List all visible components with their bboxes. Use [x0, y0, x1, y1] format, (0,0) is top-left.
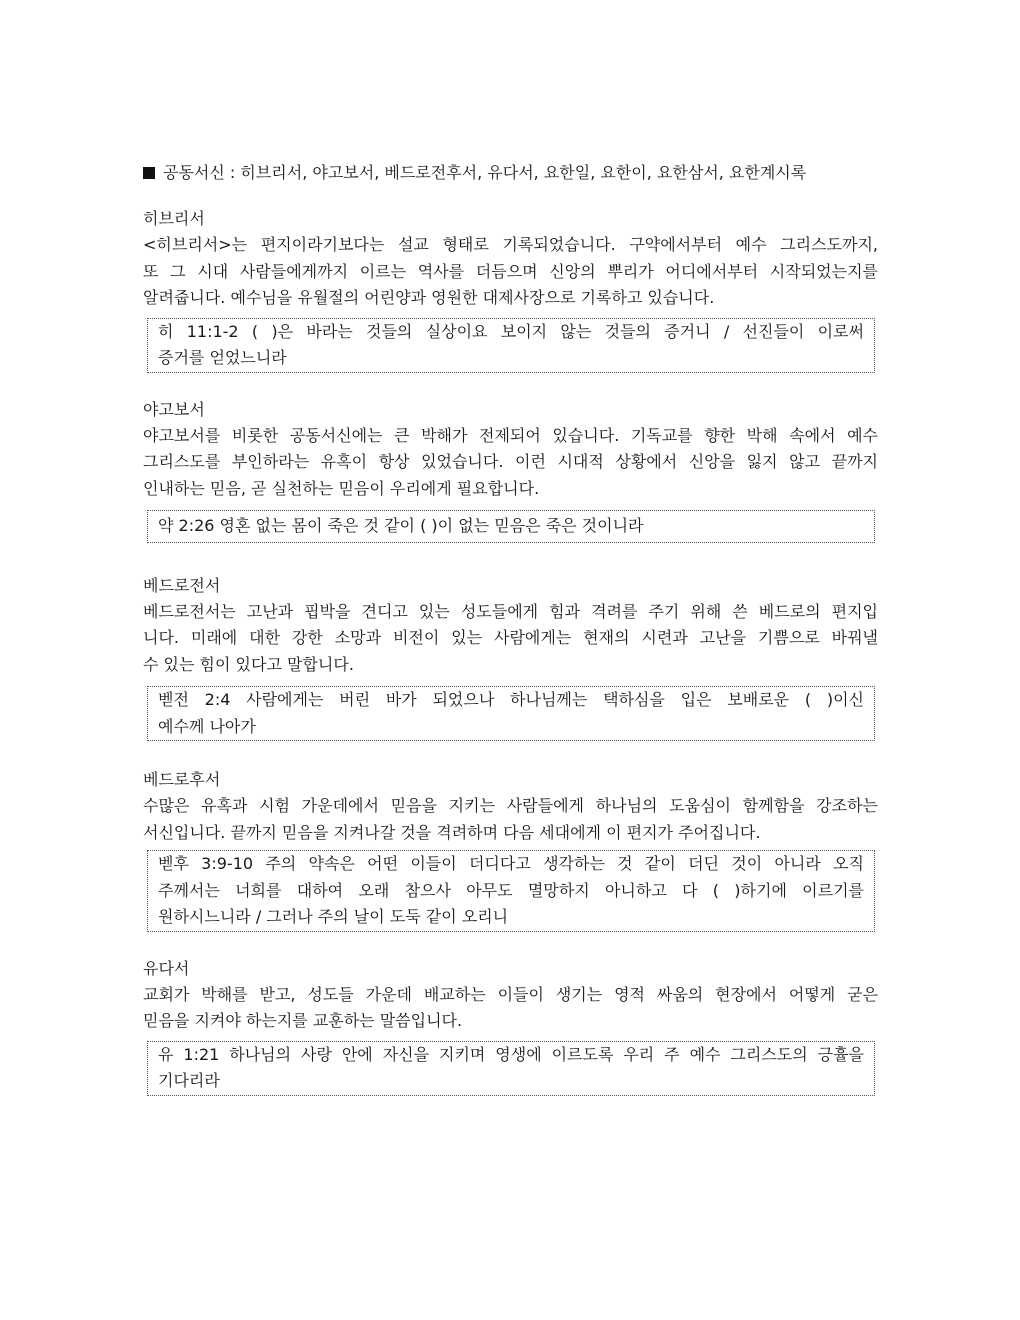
paragraph-line: 교회가 박해를 받고, 성도들 가운데 배교하는 이들이 생기는 영적 싸움의 현장에서 어떻게 굳은	[143, 984, 878, 1004]
verse-line: 약 2:26 영혼 없는 몸이 죽은 것 같이 ( )이 없는 믿음은 죽은 것이니라	[158, 516, 644, 535]
verse-box	[147, 1041, 875, 1096]
verse-box	[147, 850, 875, 932]
paragraph-line: 그리스도를 부인하라는 유혹이 항상 있었습니다. 이런 시대적 상황에서 신앙을 잃지 않고 끝까지	[143, 452, 878, 471]
book-title: 야고보서	[143, 399, 205, 419]
paragraph-line: 인내하는 믿음, 곧 실천하는 믿음이 우리에게 필요합니다.	[143, 478, 540, 498]
verse-line: 벧후 3:9-10 주의 약속은 어떤 이들이 더디다고 생각하는 것 같이 더딘 것이 아니라 오직	[158, 854, 864, 873]
book-section-james	[143, 397, 878, 543]
verse-box	[147, 686, 875, 741]
verse-line: 히 11:1-2 ( )은 바라는 것들의 실상이요 보이지 않는 것들의 증거니 / 선진들이 이로써	[158, 321, 864, 341]
book-section-1-peter	[143, 573, 878, 742]
heading-text: 공동서신 : 히브리서, 야고보서, 베드로전후서, 유다서, 요한일, 요한이, 요한삼서, 요한계시록	[163, 163, 807, 182]
paragraph-line: 알려줍니다. 예수님을 유월절의 어린양과 영원한 대제사장으로 기록하고 있습니다.	[143, 288, 715, 307]
book-title: 베드로후서	[143, 770, 221, 789]
verse-line: 벧전 2:4 사람에게는 버린 바가 되었으나 하나님께는 택하심을 입은 보배로운 ( )이신	[158, 690, 864, 709]
book-section-2-peter	[143, 767, 878, 932]
book-title: 히브리서	[143, 209, 205, 228]
verse-line: 주께서는 너희를 대하여 오래 참으사 아무도 멸망하지 아니하고 다 ( )하기에 이르기를	[158, 880, 864, 900]
verse-line: 증거를 얻었느니라	[158, 348, 287, 367]
paragraph-line: 베드로전서는 고난과 핍박을 견디고 있는 성도들에게 힘과 격려를 주기 위해 쓴 베드로의 편지입	[143, 601, 878, 621]
book-title: 베드로전서	[143, 575, 221, 595]
book-description	[143, 599, 878, 679]
book-description	[143, 793, 878, 846]
verse-line: 원하시느니라 / 그러나 주의 날이 도둑 같이 오리니	[158, 907, 509, 926]
verse-box	[147, 318, 875, 373]
book-section-jude	[143, 956, 878, 1096]
book-description	[143, 232, 878, 312]
verse-box	[147, 510, 875, 543]
black-square-bullet-icon	[143, 167, 155, 179]
paragraph-line: 야고보서를 비롯한 공동서신에는 큰 박해가 전제되어 있습니다. 기독교를 향한 박해 속에서 예수	[143, 425, 878, 445]
section-heading	[143, 160, 878, 186]
paragraph-line: 믿음을 지켜야 하는지를 교훈하는 말씀입니다.	[143, 1011, 463, 1030]
verse-line: 유 1:21 하나님의 사랑 안에 자신을 지키며 영생에 이르도록 우리 주 예수 그리스도의 긍휼을	[158, 1044, 864, 1064]
book-description	[143, 423, 878, 503]
paragraph-line: 또 그 시대 사람들에게까지 이르는 역사를 더듬으며 신앙의 뿌리가 어디에서부터 시작되었는지를	[143, 261, 878, 281]
document-page	[143, 160, 878, 1096]
paragraph-line: 수 있는 힘이 있다고 말합니다.	[143, 654, 354, 674]
book-section-hebrews	[143, 206, 878, 373]
book-description	[143, 982, 878, 1035]
paragraph-line: 서신입니다. 끝까지 믿음을 지켜나갈 것을 격려하며 다음 세대에게 이 편지가 주어집니다.	[143, 822, 761, 842]
paragraph-line: 니다. 미래에 대한 강한 소망과 비전이 있는 사람에게는 현재의 시련과 고난을 기쁨으로 바꿔낼	[143, 628, 878, 647]
verse-line: 예수께 나아가	[158, 716, 256, 736]
book-title: 유다서	[143, 958, 190, 978]
paragraph-line: 수많은 유혹과 시험 가운데에서 믿음을 지키는 사람들에게 하나님의 도움심이 함께함을 강조하는	[143, 796, 878, 815]
verse-line: 기다리라	[158, 1071, 220, 1090]
paragraph-line: <히브리서>는 편지이라기보다는 설교 형태로 기록되었습니다. 구약에서부터 예수 그리스도까지,	[143, 235, 878, 254]
